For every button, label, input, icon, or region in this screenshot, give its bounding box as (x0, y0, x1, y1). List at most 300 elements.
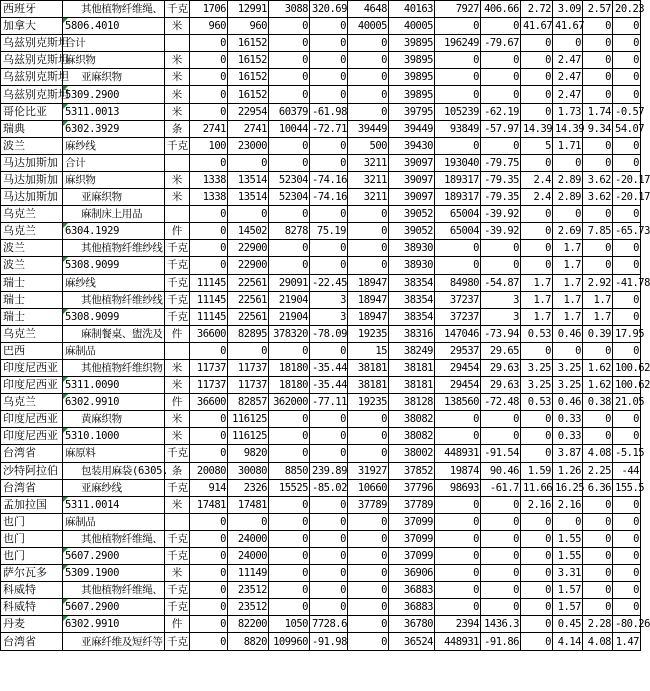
value-cell[interactable]: 40005 (348, 18, 389, 35)
value-cell[interactable]: 2.57 (583, 1, 613, 18)
value-cell[interactable]: 0 (310, 35, 348, 52)
unit-cell[interactable]: 千克 (165, 633, 190, 650)
value-cell[interactable]: 39895 (389, 69, 435, 86)
value-cell[interactable]: 0 (521, 548, 553, 565)
value-cell[interactable]: 7728.6 (310, 616, 348, 633)
value-cell[interactable]: 38082 (389, 411, 435, 428)
value-cell[interactable]: 0 (613, 86, 641, 103)
value-cell[interactable]: 0 (348, 599, 389, 616)
value-cell[interactable]: 960 (190, 18, 228, 35)
value-cell[interactable]: 29.63 (481, 377, 521, 394)
value-cell[interactable]: -62.19 (481, 103, 521, 120)
country-cell[interactable]: 波兰 (1, 137, 63, 154)
value-cell[interactable]: 11737 (228, 359, 269, 376)
product-cell[interactable]: 包装用麻袋(6305. (63, 462, 165, 479)
product-cell[interactable]: 5311.0013 (63, 103, 165, 120)
value-cell[interactable]: 0 (310, 445, 348, 462)
value-cell[interactable]: 0 (190, 445, 228, 462)
value-cell[interactable]: 19235 (348, 394, 389, 411)
country-cell[interactable]: 乌兹别克斯坦 (1, 69, 63, 86)
value-cell[interactable]: 38002 (389, 445, 435, 462)
value-cell[interactable]: 1.7 (583, 308, 613, 325)
value-cell[interactable]: 52304 (269, 171, 310, 188)
value-cell[interactable]: 1.74 (583, 103, 613, 120)
country-cell[interactable]: 也门 (1, 548, 63, 565)
value-cell[interactable]: 23000 (228, 137, 269, 154)
value-cell[interactable]: 914 (190, 479, 228, 496)
value-cell[interactable]: 147046 (435, 325, 481, 342)
value-cell[interactable]: 41.67 (521, 18, 553, 35)
value-cell[interactable]: 0 (310, 342, 348, 359)
product-cell[interactable]: 黄麻织物 (63, 411, 165, 428)
unit-cell[interactable]: 米 (165, 18, 190, 35)
value-cell[interactable]: 40005 (389, 18, 435, 35)
value-cell[interactable]: 1.7 (521, 291, 553, 308)
value-cell[interactable]: 0 (348, 548, 389, 565)
country-cell[interactable]: 也门 (1, 513, 63, 530)
unit-cell[interactable]: 米 (165, 103, 190, 120)
value-cell[interactable]: 17.95 (613, 325, 641, 342)
value-cell[interactable]: 0 (310, 240, 348, 257)
value-cell[interactable]: 0 (310, 86, 348, 103)
value-cell[interactable]: 0 (348, 565, 389, 582)
unit-cell[interactable]: 千克 (165, 582, 190, 599)
value-cell[interactable]: -39.92 (481, 206, 521, 223)
value-cell[interactable]: 2741 (190, 120, 228, 137)
value-cell[interactable]: 0 (481, 548, 521, 565)
product-cell[interactable]: 亚麻纱线 (63, 479, 165, 496)
value-cell[interactable]: -78.09 (310, 325, 348, 342)
value-cell[interactable]: 0 (481, 18, 521, 35)
value-cell[interactable]: 39895 (389, 35, 435, 52)
value-cell[interactable]: 0 (269, 411, 310, 428)
value-cell[interactable]: 98693 (435, 479, 481, 496)
value-cell[interactable]: 38354 (389, 291, 435, 308)
value-cell[interactable]: 2.4 (521, 189, 553, 206)
value-cell[interactable]: 11145 (190, 291, 228, 308)
value-cell[interactable]: 3.31 (553, 565, 583, 582)
value-cell[interactable]: 0 (481, 599, 521, 616)
value-cell[interactable]: 0.46 (553, 394, 583, 411)
country-cell[interactable]: 乌克兰 (1, 325, 63, 342)
product-cell[interactable]: 其他植物纤维纱线 (63, 291, 165, 308)
value-cell[interactable]: 1436.3 (481, 616, 521, 633)
value-cell[interactable]: 0 (583, 86, 613, 103)
value-cell[interactable]: -80.26 (613, 616, 641, 633)
value-cell[interactable]: 12991 (228, 1, 269, 18)
value-cell[interactable]: 2.47 (553, 52, 583, 69)
value-cell[interactable]: 0 (190, 342, 228, 359)
value-cell[interactable]: 93849 (435, 120, 481, 137)
value-cell[interactable]: 0 (228, 206, 269, 223)
value-cell[interactable]: 0 (613, 308, 641, 325)
value-cell[interactable]: 0 (310, 411, 348, 428)
value-cell[interactable]: 60379 (269, 103, 310, 120)
value-cell[interactable]: 0 (190, 548, 228, 565)
value-cell[interactable]: -39.92 (481, 223, 521, 240)
value-cell[interactable]: 0 (521, 69, 553, 86)
value-cell[interactable]: 100.62 (613, 359, 641, 376)
value-cell[interactable]: 0 (521, 86, 553, 103)
product-cell[interactable]: 亚麻织物 (63, 69, 165, 86)
unit-cell[interactable]: 米 (165, 411, 190, 428)
product-cell[interactable]: 麻制餐桌、盥洗及 (63, 325, 165, 342)
value-cell[interactable]: 1.7 (553, 274, 583, 291)
value-cell[interactable]: 0 (269, 257, 310, 274)
value-cell[interactable]: 39895 (389, 86, 435, 103)
unit-cell[interactable]: 条 (165, 462, 190, 479)
value-cell[interactable]: 1.7 (521, 308, 553, 325)
value-cell[interactable]: 2.92 (583, 274, 613, 291)
value-cell[interactable]: 0 (310, 496, 348, 513)
value-cell[interactable]: 0 (613, 52, 641, 69)
value-cell[interactable]: 29091 (269, 274, 310, 291)
value-cell[interactable]: 0 (310, 582, 348, 599)
unit-cell[interactable]: 千克 (165, 240, 190, 257)
value-cell[interactable]: -79.35 (481, 171, 521, 188)
value-cell[interactable]: 0 (583, 428, 613, 445)
value-cell[interactable]: 0 (348, 616, 389, 633)
value-cell[interactable]: 2741 (228, 120, 269, 137)
value-cell[interactable]: 16152 (228, 52, 269, 69)
value-cell[interactable]: 8278 (269, 223, 310, 240)
value-cell[interactable]: 17481 (190, 496, 228, 513)
value-cell[interactable]: 0 (583, 69, 613, 86)
value-cell[interactable]: 38354 (389, 274, 435, 291)
value-cell[interactable]: 54.07 (613, 120, 641, 137)
value-cell[interactable]: 3 (310, 291, 348, 308)
value-cell[interactable]: 0 (613, 137, 641, 154)
value-cell[interactable]: 1338 (190, 171, 228, 188)
unit-cell[interactable]: 米 (165, 359, 190, 376)
value-cell[interactable]: -74.16 (310, 171, 348, 188)
value-cell[interactable]: 36600 (190, 394, 228, 411)
value-cell[interactable]: 0 (348, 35, 389, 52)
unit-cell[interactable]: 千克 (165, 308, 190, 325)
value-cell[interactable]: 1.7 (583, 291, 613, 308)
value-cell[interactable]: 3088 (269, 1, 310, 18)
value-cell[interactable]: 4.08 (583, 445, 613, 462)
value-cell[interactable]: 0 (481, 257, 521, 274)
value-cell[interactable]: 0 (613, 342, 641, 359)
value-cell[interactable]: 37099 (389, 530, 435, 547)
value-cell[interactable]: 0 (481, 69, 521, 86)
value-cell[interactable]: -74.16 (310, 189, 348, 206)
value-cell[interactable]: 0 (553, 154, 583, 171)
product-cell[interactable]: 亚麻织物 (63, 189, 165, 206)
value-cell[interactable]: 9.34 (583, 120, 613, 137)
value-cell[interactable]: 1.57 (553, 599, 583, 616)
value-cell[interactable]: 0 (435, 137, 481, 154)
country-cell[interactable]: 波兰 (1, 257, 63, 274)
country-cell[interactable]: 乌兹别克斯坦 (1, 86, 63, 103)
value-cell[interactable]: 30080 (228, 462, 269, 479)
value-cell[interactable]: 109960 (269, 633, 310, 650)
value-cell[interactable]: 0 (269, 35, 310, 52)
value-cell[interactable]: 0 (190, 411, 228, 428)
value-cell[interactable]: 31927 (348, 462, 389, 479)
value-cell[interactable]: 0 (348, 633, 389, 650)
value-cell[interactable]: 0 (613, 240, 641, 257)
product-cell[interactable]: 其他植物纤维织物 (63, 359, 165, 376)
value-cell[interactable]: 0 (613, 291, 641, 308)
value-cell[interactable]: 0 (310, 18, 348, 35)
value-cell[interactable]: 0 (269, 154, 310, 171)
value-cell[interactable]: 36883 (389, 582, 435, 599)
value-cell[interactable]: 0 (583, 599, 613, 616)
value-cell[interactable]: 0 (481, 513, 521, 530)
value-cell[interactable]: 0 (348, 445, 389, 462)
product-cell[interactable]: 5309.2900 (63, 86, 165, 103)
value-cell[interactable]: 0 (269, 445, 310, 462)
value-cell[interactable]: 0 (190, 35, 228, 52)
unit-cell[interactable]: 米 (165, 69, 190, 86)
product-cell[interactable]: 合计 (63, 35, 165, 52)
value-cell[interactable]: 0 (269, 428, 310, 445)
value-cell[interactable]: 0 (521, 154, 553, 171)
value-cell[interactable]: 0 (583, 548, 613, 565)
product-cell[interactable]: 合计 (63, 154, 165, 171)
value-cell[interactable]: -91.54 (481, 445, 521, 462)
value-cell[interactable]: 24000 (228, 548, 269, 565)
value-cell[interactable]: 84980 (435, 274, 481, 291)
country-cell[interactable]: 印度尼西亚 (1, 359, 63, 376)
country-cell[interactable]: 印度尼西亚 (1, 411, 63, 428)
value-cell[interactable]: -41.78 (613, 274, 641, 291)
product-cell[interactable]: 麻制品 (63, 513, 165, 530)
value-cell[interactable]: -20.17 (613, 171, 641, 188)
value-cell[interactable]: 0 (481, 411, 521, 428)
value-cell[interactable]: 0 (435, 52, 481, 69)
country-cell[interactable]: 乌兹别克斯坦 (1, 35, 63, 52)
value-cell[interactable]: 3.62 (583, 171, 613, 188)
value-cell[interactable]: 36906 (389, 565, 435, 582)
value-cell[interactable]: 2.16 (553, 496, 583, 513)
value-cell[interactable]: 3 (481, 291, 521, 308)
product-cell[interactable]: 5309.1900 (63, 565, 165, 582)
value-cell[interactable]: 0 (435, 582, 481, 599)
value-cell[interactable]: 100.62 (613, 377, 641, 394)
value-cell[interactable]: -61.98 (310, 103, 348, 120)
value-cell[interactable]: 0 (190, 582, 228, 599)
value-cell[interactable]: 11145 (190, 274, 228, 291)
value-cell[interactable]: 0 (435, 428, 481, 445)
product-cell[interactable]: 麻织物 (63, 52, 165, 69)
value-cell[interactable]: 39097 (389, 171, 435, 188)
value-cell[interactable]: 1.26 (553, 462, 583, 479)
value-cell[interactable]: 0.45 (553, 616, 583, 633)
value-cell[interactable]: 0 (228, 513, 269, 530)
value-cell[interactable]: 0 (521, 565, 553, 582)
value-cell[interactable]: 1706 (190, 1, 228, 18)
value-cell[interactable]: 14502 (228, 223, 269, 240)
value-cell[interactable]: 0 (521, 582, 553, 599)
value-cell[interactable]: 39449 (389, 120, 435, 137)
value-cell[interactable]: 116125 (228, 428, 269, 445)
value-cell[interactable]: 0 (348, 103, 389, 120)
value-cell[interactable]: 0 (583, 565, 613, 582)
value-cell[interactable]: -5.15 (613, 445, 641, 462)
value-cell[interactable]: 37789 (389, 496, 435, 513)
value-cell[interactable]: 8850 (269, 462, 310, 479)
value-cell[interactable]: 11149 (228, 565, 269, 582)
country-cell[interactable]: 巴西 (1, 342, 63, 359)
unit-cell[interactable]: 千克 (165, 1, 190, 18)
product-cell[interactable]: 6302.9910 (63, 616, 165, 633)
value-cell[interactable]: 0 (190, 223, 228, 240)
value-cell[interactable]: 0 (613, 582, 641, 599)
value-cell[interactable]: 1338 (190, 189, 228, 206)
value-cell[interactable]: 4648 (348, 1, 389, 18)
value-cell[interactable]: 3211 (348, 189, 389, 206)
unit-cell[interactable]: 米 (165, 428, 190, 445)
value-cell[interactable]: 38181 (348, 377, 389, 394)
value-cell[interactable]: 0 (435, 496, 481, 513)
unit-cell[interactable]: 千克 (165, 137, 190, 154)
value-cell[interactable]: 0 (521, 599, 553, 616)
value-cell[interactable]: 0 (348, 240, 389, 257)
value-cell[interactable]: -54.87 (481, 274, 521, 291)
value-cell[interactable]: 0 (190, 240, 228, 257)
value-cell[interactable]: 21904 (269, 291, 310, 308)
value-cell[interactable]: 0 (269, 342, 310, 359)
value-cell[interactable]: 4.08 (583, 633, 613, 650)
value-cell[interactable]: 0 (310, 257, 348, 274)
value-cell[interactable]: 0.53 (521, 394, 553, 411)
value-cell[interactable]: 0 (613, 530, 641, 547)
unit-cell[interactable]: 米 (165, 496, 190, 513)
value-cell[interactable]: 1.7 (553, 308, 583, 325)
value-cell[interactable]: 100 (190, 137, 228, 154)
value-cell[interactable]: 29537 (435, 342, 481, 359)
value-cell[interactable]: -72.71 (310, 120, 348, 137)
value-cell[interactable]: 0 (521, 428, 553, 445)
value-cell[interactable]: 0 (435, 240, 481, 257)
value-cell[interactable]: 155.5 (613, 479, 641, 496)
unit-cell[interactable] (165, 154, 190, 171)
value-cell[interactable]: 0 (613, 206, 641, 223)
value-cell[interactable]: 14.39 (553, 120, 583, 137)
value-cell[interactable]: 29.63 (481, 359, 521, 376)
value-cell[interactable]: 18180 (269, 359, 310, 376)
product-cell[interactable]: 5607.2900 (63, 548, 165, 565)
value-cell[interactable]: 378320 (269, 325, 310, 342)
product-cell[interactable]: 5308.9099 (63, 257, 165, 274)
product-cell[interactable]: 麻纱线 (63, 274, 165, 291)
unit-cell[interactable]: 千克 (165, 530, 190, 547)
value-cell[interactable]: 239.89 (310, 462, 348, 479)
country-cell[interactable]: 波兰 (1, 240, 63, 257)
value-cell[interactable]: 11737 (190, 359, 228, 376)
value-cell[interactable]: 18180 (269, 377, 310, 394)
value-cell[interactable]: 0 (348, 582, 389, 599)
value-cell[interactable]: 0 (613, 513, 641, 530)
value-cell[interactable]: 14.39 (521, 120, 553, 137)
value-cell[interactable]: 0.39 (583, 325, 613, 342)
value-cell[interactable]: 36780 (389, 616, 435, 633)
value-cell[interactable]: 0 (269, 240, 310, 257)
value-cell[interactable]: 36524 (389, 633, 435, 650)
value-cell[interactable]: 0 (269, 18, 310, 35)
value-cell[interactable]: 0 (190, 69, 228, 86)
country-cell[interactable]: 乌克兰 (1, 394, 63, 411)
value-cell[interactable]: 2.69 (553, 223, 583, 240)
value-cell[interactable]: 0 (348, 257, 389, 274)
value-cell[interactable]: -65.73 (613, 223, 641, 240)
country-cell[interactable]: 西班牙 (1, 1, 63, 18)
value-cell[interactable]: 39895 (389, 52, 435, 69)
value-cell[interactable]: 3211 (348, 154, 389, 171)
value-cell[interactable]: 0 (613, 35, 641, 52)
value-cell[interactable]: 38249 (389, 342, 435, 359)
value-cell[interactable]: -35.44 (310, 377, 348, 394)
product-cell[interactable]: 5311.0014 (63, 496, 165, 513)
country-cell[interactable]: 瑞士 (1, 308, 63, 325)
value-cell[interactable]: 90.46 (481, 462, 521, 479)
value-cell[interactable]: 0 (269, 565, 310, 582)
value-cell[interactable]: 0 (348, 86, 389, 103)
value-cell[interactable]: 18947 (348, 308, 389, 325)
value-cell[interactable]: -77.11 (310, 394, 348, 411)
value-cell[interactable]: 38181 (348, 359, 389, 376)
country-cell[interactable]: 台湾省 (1, 479, 63, 496)
value-cell[interactable]: 10044 (269, 120, 310, 137)
product-cell[interactable]: 其他植物纤维绳、 (63, 1, 165, 18)
value-cell[interactable]: 0.33 (553, 411, 583, 428)
value-cell[interactable]: 38930 (389, 240, 435, 257)
country-cell[interactable]: 孟加拉国 (1, 496, 63, 513)
unit-cell[interactable]: 米 (165, 171, 190, 188)
value-cell[interactable]: 0 (613, 496, 641, 513)
country-cell[interactable]: 台湾省 (1, 445, 63, 462)
value-cell[interactable]: 2326 (228, 479, 269, 496)
unit-cell[interactable]: 件 (165, 616, 190, 633)
value-cell[interactable]: 38354 (389, 308, 435, 325)
value-cell[interactable]: 0 (613, 428, 641, 445)
value-cell[interactable]: 0 (613, 257, 641, 274)
value-cell[interactable]: 1.55 (553, 530, 583, 547)
unit-cell[interactable] (165, 513, 190, 530)
unit-cell[interactable]: 件 (165, 394, 190, 411)
value-cell[interactable]: -35.44 (310, 359, 348, 376)
value-cell[interactable]: 0 (190, 513, 228, 530)
value-cell[interactable]: 22561 (228, 274, 269, 291)
value-cell[interactable]: 39097 (389, 189, 435, 206)
value-cell[interactable]: 16152 (228, 69, 269, 86)
value-cell[interactable]: 0 (190, 616, 228, 633)
value-cell[interactable]: 0 (521, 616, 553, 633)
value-cell[interactable]: 320.69 (310, 1, 348, 18)
value-cell[interactable]: 193040 (435, 154, 481, 171)
value-cell[interactable]: 41.67 (553, 18, 583, 35)
value-cell[interactable]: 0 (583, 18, 613, 35)
value-cell[interactable]: 16152 (228, 86, 269, 103)
value-cell[interactable]: 3.25 (553, 359, 583, 376)
value-cell[interactable]: -79.35 (481, 189, 521, 206)
value-cell[interactable]: 0.53 (521, 325, 553, 342)
value-cell[interactable]: 10660 (348, 479, 389, 496)
country-cell[interactable]: 乌克兰 (1, 206, 63, 223)
value-cell[interactable]: 0 (583, 530, 613, 547)
value-cell[interactable]: 2.4 (521, 171, 553, 188)
unit-cell[interactable]: 千克 (165, 445, 190, 462)
value-cell[interactable]: 448931 (435, 445, 481, 462)
value-cell[interactable]: 0 (269, 582, 310, 599)
value-cell[interactable]: 0 (310, 565, 348, 582)
value-cell[interactable]: 39449 (348, 120, 389, 137)
value-cell[interactable]: 0 (348, 52, 389, 69)
country-cell[interactable]: 瑞士 (1, 274, 63, 291)
